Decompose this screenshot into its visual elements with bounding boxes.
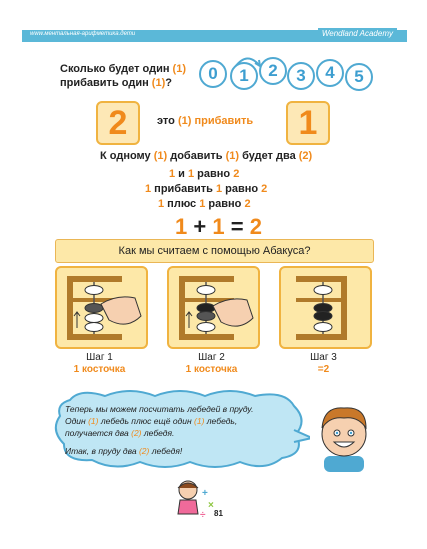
page-number: 81	[214, 509, 223, 518]
equation-line-2	[145, 183, 267, 195]
eq-num: 2	[261, 183, 268, 195]
eq-num: 2	[244, 198, 251, 210]
equation-phrase	[157, 115, 253, 127]
sentence-num: (1)	[153, 150, 168, 162]
story-line	[65, 415, 295, 427]
abacus-banner: Как мы считаем с помощью Абакуса?	[55, 239, 374, 263]
svg-text:÷: ÷	[200, 510, 206, 521]
sentence-text: будет два	[239, 150, 299, 162]
story-text-part: лебедя.	[141, 428, 175, 438]
question-num: (1)	[151, 77, 166, 89]
big-eq-num: 1	[212, 214, 225, 239]
story-text-part: получается два	[65, 428, 132, 438]
story-text-part: лебедь,	[204, 416, 238, 426]
sentence-text: К одному	[100, 150, 154, 162]
step-1	[55, 352, 144, 376]
story-line	[65, 445, 295, 457]
question	[60, 62, 186, 90]
eq-num: 1	[145, 183, 152, 195]
question-num: (1)	[172, 63, 186, 75]
story-line	[65, 427, 295, 439]
story-num: (1)	[88, 416, 99, 426]
header-brand: Wendland Academy	[318, 28, 397, 39]
step-2	[167, 352, 256, 376]
abacus-panel-3	[279, 266, 372, 349]
story-num: (2)	[138, 446, 150, 456]
svg-text:+: +	[202, 488, 208, 499]
story-num: (1)	[194, 416, 205, 426]
big-eq-op: +	[193, 214, 207, 239]
eq-word: и	[175, 168, 188, 180]
story-line: Теперь мы можем посчитать лебедей в пруду.	[65, 404, 254, 414]
big-eq-op: =	[230, 214, 244, 239]
eq-word: равно	[205, 198, 245, 210]
eq-num: 1	[188, 168, 195, 180]
big-equation	[175, 214, 262, 240]
number-2: 2	[259, 57, 287, 85]
eq-word: равно	[222, 183, 262, 195]
equation-line-1	[169, 168, 239, 180]
box-one: 1	[286, 101, 330, 145]
big-eq-num: 1	[175, 214, 188, 239]
story-text	[65, 403, 295, 457]
eq-num: 1	[169, 168, 176, 180]
number-3: 3	[287, 62, 315, 90]
eq-word: равно	[194, 168, 234, 180]
eq-num: 2	[233, 168, 240, 180]
boy-icon	[314, 400, 374, 472]
story-num: (2)	[131, 428, 142, 438]
story-text-part: Итак, в пруду два	[65, 446, 139, 456]
svg-text:×: ×	[208, 500, 214, 511]
story-text-part: лебедя!	[149, 446, 183, 456]
eq-num: 1	[158, 198, 165, 210]
step-title: Шаг 3	[310, 352, 337, 363]
step-caption: =2	[317, 364, 330, 375]
sentence-num: (1)	[225, 150, 240, 162]
question-text: прибавить один	[60, 77, 152, 89]
sentence-text: добавить	[167, 150, 226, 162]
story-text-part: лебедь плюс ещё один	[98, 416, 195, 426]
big-eq-num: 2	[249, 214, 262, 239]
story-text-part: Один	[65, 416, 89, 426]
number-4: 4	[316, 59, 344, 87]
step-caption: 1 косточка	[185, 364, 238, 375]
girl-icon	[172, 478, 220, 522]
abacus-hand-icon	[57, 268, 146, 347]
eq-word: плюс	[164, 198, 200, 210]
question-text: Сколько будет один	[60, 63, 173, 75]
sentence	[100, 150, 312, 162]
eq-word: прибавить	[151, 183, 216, 195]
step-caption: 1 косточка	[73, 364, 126, 375]
step-title: Шаг 2	[198, 352, 225, 363]
sentence-num: (2)	[298, 150, 313, 162]
step-title: Шаг 1	[86, 352, 113, 363]
box-two: 2	[96, 101, 140, 145]
question-mark: ?	[165, 77, 172, 89]
equation-line-3	[158, 198, 251, 210]
abacus-panel-2	[167, 266, 260, 349]
abacus-hand-icon	[169, 268, 258, 347]
eq-num: 1	[215, 183, 223, 195]
abacus-panel-1	[55, 266, 148, 349]
eq-num: 1	[199, 198, 206, 210]
equation-phrase-text: это	[157, 115, 178, 127]
number-0: 0	[199, 60, 227, 88]
abacus-icon	[281, 268, 370, 347]
header-website: www.ментальная-арифметика.дети	[30, 31, 136, 37]
number-5: 5	[345, 63, 373, 91]
equation-phrase-colored: (1) прибавить	[177, 115, 254, 127]
number-1: 1	[230, 62, 258, 90]
step-3	[279, 352, 368, 376]
